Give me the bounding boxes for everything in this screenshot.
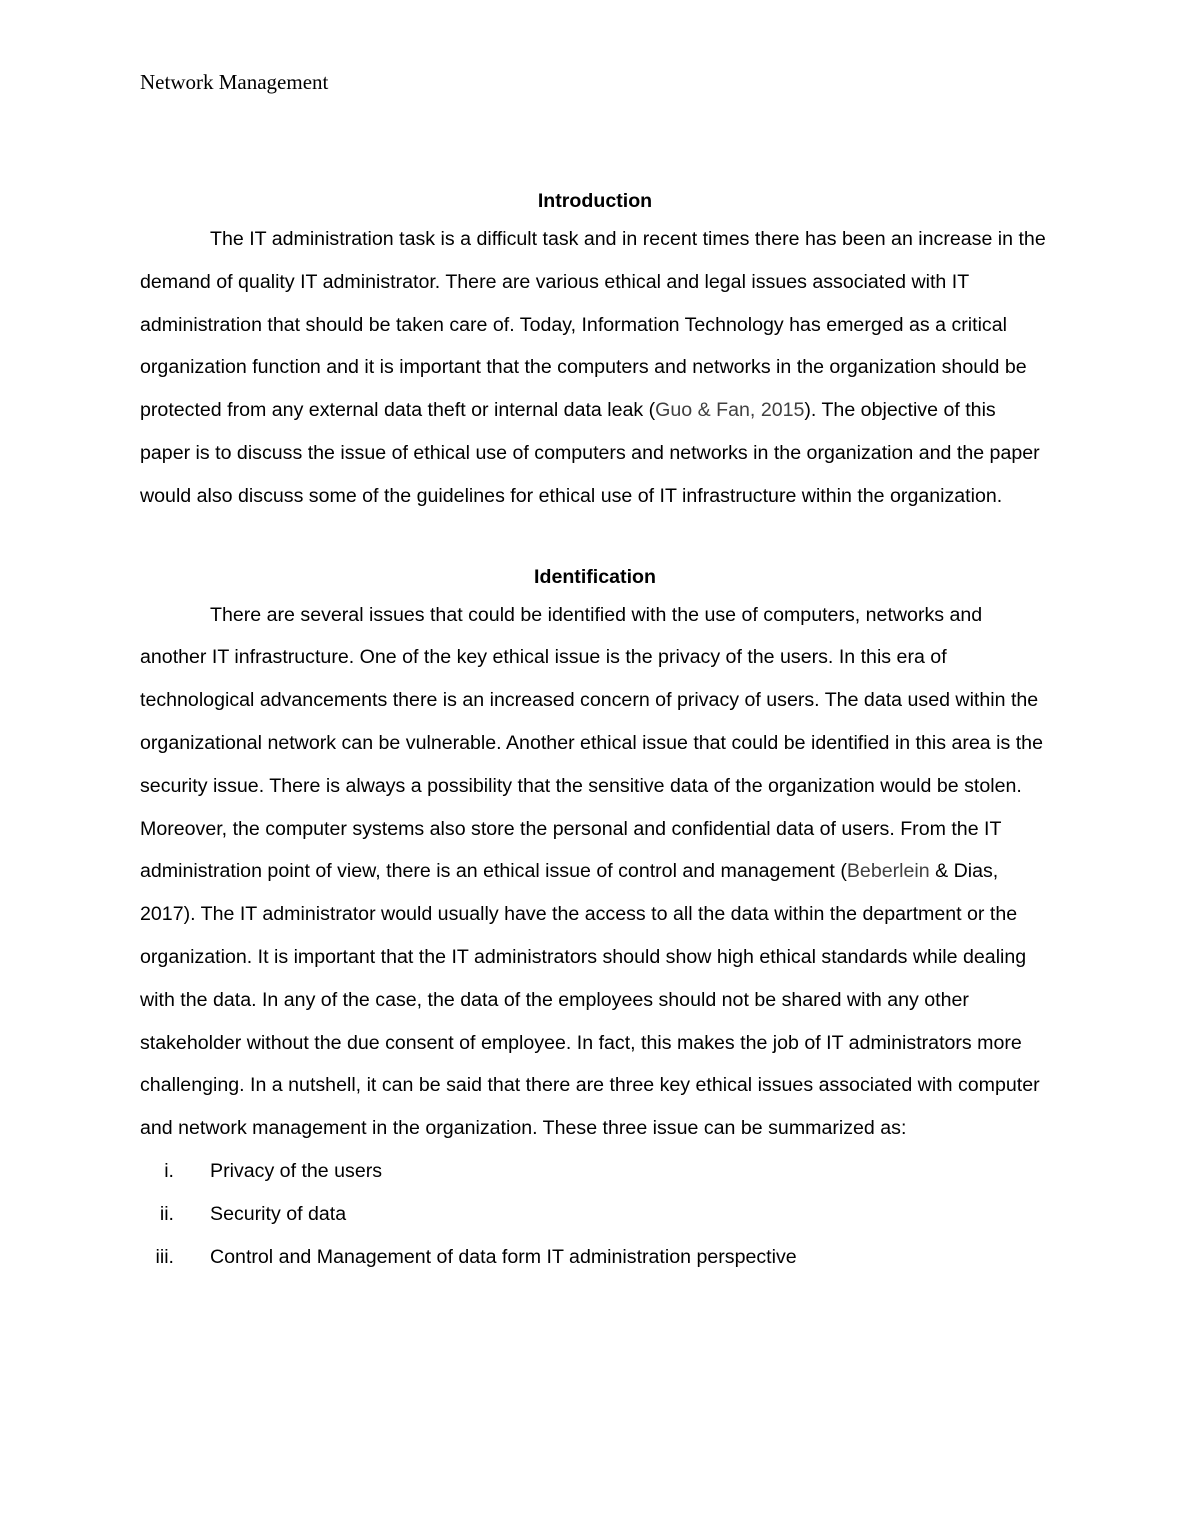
list-item-number: i. [164,1159,174,1182]
citation-beberlein: Beberlein [846,860,930,883]
introduction-text-part2: ). The objective of this paper is to discuss the issue of ethical use of computers and networks in the organization and the paper would also discuss some of the guidelines for ethical use of IT infrastructure within the organization. [140,399,1040,507]
citation-guo-fan: Guo & Fan, 2015 [655,399,805,422]
list-item-text: Security of data [210,1202,347,1225]
list-item-number: ii. [159,1202,174,1225]
section-heading-identification: Identification [534,565,656,588]
list-item-number: iii. [155,1245,174,1268]
list-item-text: Control and Management of data form IT administration perspective [210,1245,797,1268]
list-item-text: Privacy of the users [210,1159,383,1182]
identification-text-part2: & Dias, 2017). The IT administrator would usually have the access to all the data within the department or the organization. It is important that the IT administrators should show high ethical standards while dealing with the data. In any of the case, the data of the employees should not be shared with any other stakeholder without the due consent of employee. In fact, this makes the job of IT administrators more challenging. In a nutshell, it can be said that there are three key ethical issues associated with computer and network management in the organization. These three issue can be summarized as: [140,860,1040,1140]
list-item [140,1150,1050,1193]
identification-text-part1: There are several issues that could be identified with the use of computers, networks and another IT infrastructure. One of the key ethical issue is the privacy of the users. In this era of technological advancements there is an increased concern of privacy of users. The data used within the organizational network can be vulnerable. Another ethical issue that could be identified in this area is the security issue. There is always a possibility that the sensitive data of the organization would be stolen. Moreover, the computer systems also store the personal and confidential data of users. From the IT administration point of view, there is an ethical issue of control and management ( [140,603,1043,883]
running-header: Network Management [140,70,329,94]
list-item [140,1236,1050,1279]
introduction-paragraph [140,218,1050,518]
identification-paragraph [140,594,1050,1150]
section-heading-introduction: Introduction [537,190,653,212]
introduction-text-part1: The IT administration task is a difficult task and in recent times there has been an increase in the demand of quality IT administrator. There are various ethical and legal issues associated with IT administration that should be taken care of. Today, Information Technology has emerged as a critical organization function and it is important that the computers and networks in the organization should be protected from any external data theft or internal data leak ( [140,228,1046,422]
list-item [140,1193,1050,1236]
ethical-issues-list [140,1150,1050,1278]
document-body [140,184,1050,1278]
